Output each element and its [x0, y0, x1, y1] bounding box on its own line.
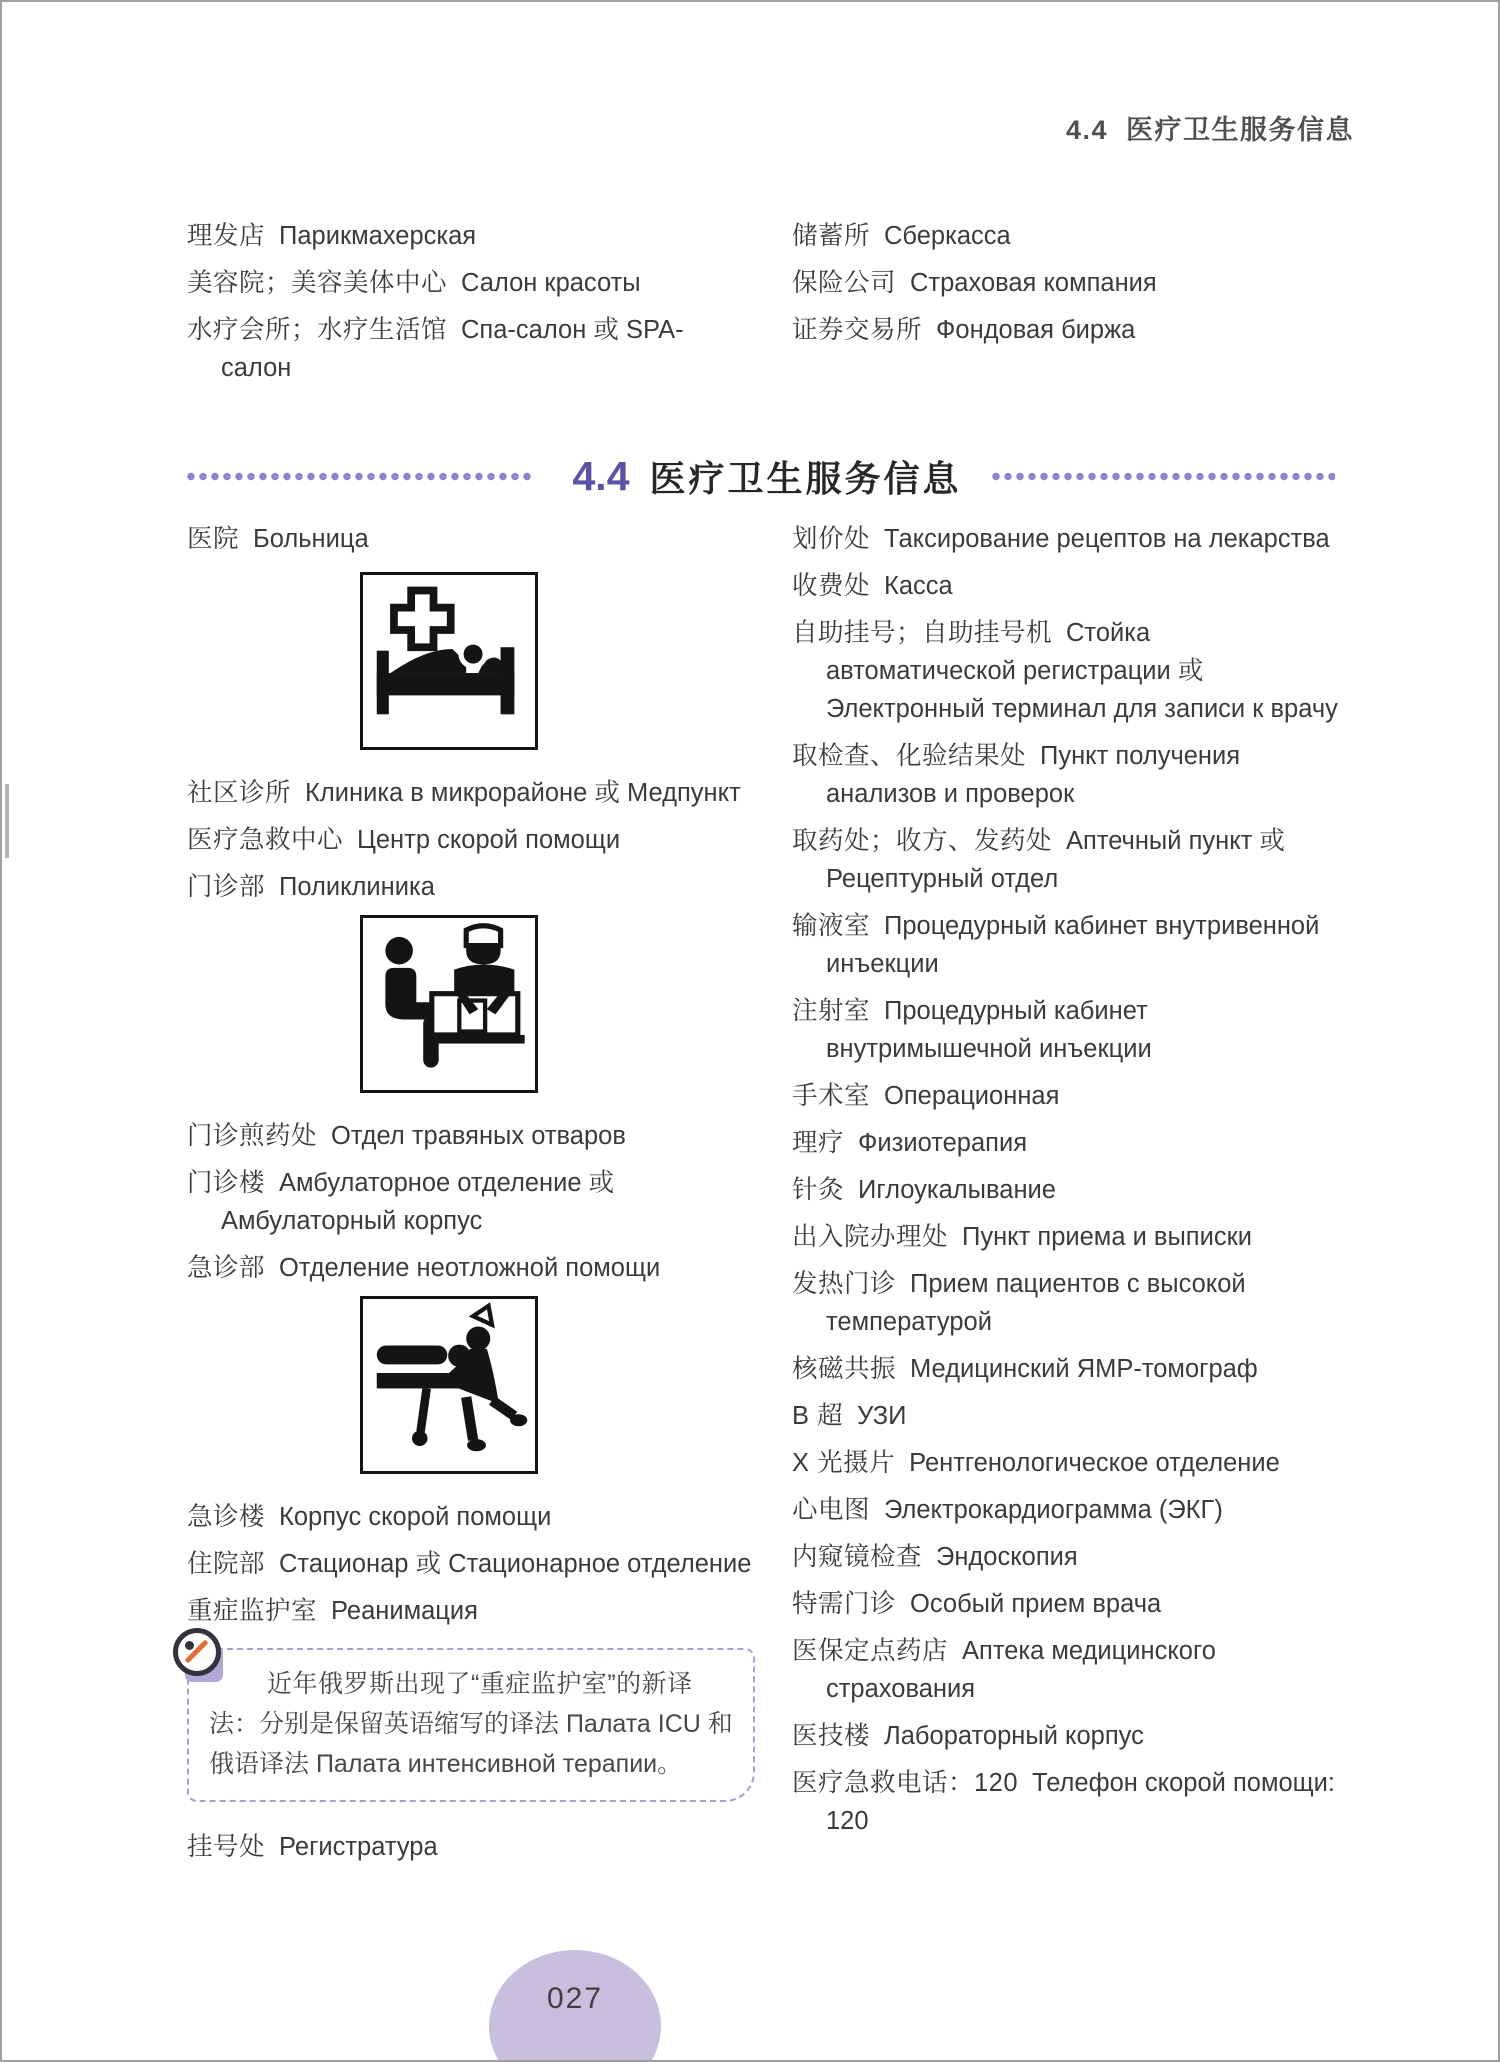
term-ru: Амбулаторное отделение 或 Амбулаторный корпус	[221, 1169, 615, 1235]
page-number: 027	[546, 1982, 604, 2015]
term-ru: Таксирование рецептов на лекарства	[884, 525, 1330, 553]
term-zh: 门诊楼	[187, 1169, 266, 1197]
term-ru: Касса	[884, 572, 953, 600]
term-zh: 划价处	[792, 525, 871, 553]
term-zh: 理发店	[187, 222, 266, 250]
term-ru: Спа-салон 或 SPA-салон	[221, 316, 684, 382]
term-zh: 自助挂号；自助挂号机	[792, 619, 1053, 647]
term-zh: 注射室	[792, 997, 871, 1025]
term-entry	[792, 1397, 1347, 1435]
term-ru: Прием пациентов с высокой температурой	[826, 1270, 1246, 1336]
term-entry	[187, 868, 772, 906]
term-entry	[792, 1764, 1347, 1840]
term-ru: Страховая компания	[910, 269, 1157, 297]
dotted-rule-right	[992, 472, 1336, 481]
term-zh: 收费处	[792, 572, 871, 600]
term-entry	[792, 1444, 1347, 1482]
term-ru: Реанимация	[331, 1597, 478, 1625]
hospital-bed-icon	[360, 572, 538, 750]
term-ru: Особый прием врача	[910, 1590, 1162, 1618]
term-zh: 理疗	[792, 1129, 845, 1157]
term-zh: 住院部	[187, 1550, 266, 1578]
note-text: 近年俄罗斯出现了“重症监护室”的新译法：分别是保留英语缩写的译法 Палата ICU 和俄语译法 Палата интенсивной терапии。	[209, 1670, 733, 1778]
term-entry	[792, 1218, 1347, 1256]
term-ru: Телефон скорой помощи: 120	[826, 1769, 1335, 1835]
main-left-column	[187, 520, 772, 1875]
term-ru: Стационар 或 Стационарное отделение	[279, 1550, 752, 1578]
term-zh: B 超	[792, 1402, 844, 1430]
term-entry	[792, 567, 1347, 605]
term-entry	[792, 1717, 1347, 1755]
term-zh: 出入院办理处	[792, 1223, 949, 1251]
term-entry	[792, 1538, 1347, 1576]
term-entry	[792, 217, 1357, 255]
term-ru: Центр скорой помощи	[357, 826, 621, 854]
term-zh: 门诊煎药处	[187, 1122, 318, 1150]
term-ru: Аптечный пункт 或 Рецептурный отдел	[826, 827, 1285, 893]
term-entry	[792, 1350, 1347, 1388]
term-entry	[792, 822, 1347, 898]
term-entry	[187, 1164, 772, 1240]
term-ru: Процедурный кабинет внутримышечной инъекции	[826, 997, 1152, 1063]
term-entry	[187, 1249, 772, 1287]
term-ru: Рентгенологическое отделение	[909, 1449, 1280, 1477]
term-entry	[187, 311, 752, 387]
term-zh: 挂号处	[187, 1833, 266, 1861]
term-zh: 取检查、化验结果处	[792, 742, 1027, 770]
top-right-column	[792, 217, 1357, 358]
term-ru: Операционная	[884, 1082, 1060, 1110]
term-ru: Эндоскопия	[936, 1543, 1078, 1571]
term-zh: X 光摄片	[792, 1449, 896, 1477]
term-ru: Регистратура	[279, 1833, 438, 1861]
page-number-bubble	[489, 1950, 661, 2062]
term-ru: УЗИ	[857, 1402, 907, 1430]
term-entry	[792, 1632, 1347, 1708]
term-entry	[187, 1498, 772, 1536]
term-zh: 门诊部	[187, 873, 266, 901]
term-entry	[792, 1585, 1347, 1623]
term-ru: Корпус скорой помощи	[279, 1503, 552, 1531]
term-entry	[792, 907, 1347, 983]
term-zh: 发热门诊	[792, 1270, 897, 1298]
term-entry	[187, 1592, 772, 1630]
term-zh: 取药处；收方、发药处	[792, 827, 1053, 855]
term-ru: Парикмахерская	[279, 222, 477, 250]
term-zh: 重症监护室	[187, 1597, 318, 1625]
term-zh: 医技楼	[792, 1722, 871, 1750]
term-zh: 针灸	[792, 1176, 845, 1204]
term-ru: Фондовая биржа	[936, 316, 1136, 344]
term-entry	[187, 774, 772, 812]
term-ru: Процедурный кабинет внутривенной инъекции	[826, 912, 1320, 978]
term-entry	[792, 264, 1357, 302]
term-entry	[187, 264, 752, 302]
term-ru: Электрокардиограмма (ЭКГ)	[884, 1496, 1223, 1524]
term-entry	[792, 311, 1357, 349]
term-ru: Больница	[253, 525, 369, 553]
term-entry	[187, 1117, 772, 1155]
section-title: 医疗卫生服务信息	[649, 457, 962, 499]
term-entry	[187, 821, 772, 859]
term-ru: Клиника в микрорайоне 或 Медпункт	[305, 779, 741, 807]
term-zh: 特需门诊	[792, 1590, 897, 1618]
term-zh: 水疗会所；水疗生活馆	[187, 316, 448, 344]
term-ru: Аптека медицинского страхования	[826, 1637, 1216, 1703]
term-ru: Отделение неотложной помощи	[279, 1254, 661, 1282]
term-zh: 核磁共振	[792, 1355, 897, 1383]
term-entry	[792, 520, 1347, 558]
dotted-rule-left	[187, 472, 531, 481]
section-number: 4.4	[572, 452, 630, 499]
term-zh: 医保定点药店	[792, 1637, 949, 1665]
term-entry	[187, 217, 752, 255]
main-right-column	[792, 520, 1347, 1849]
term-zh: 急诊楼	[187, 1503, 266, 1531]
term-zh: 手术室	[792, 1082, 871, 1110]
term-entry	[187, 520, 772, 558]
term-ru: Сберкасса	[884, 222, 1011, 250]
term-ru: Стойка автоматической регистрации 或 Электронный терминал для записи к врачу	[826, 619, 1338, 723]
term-zh: 证券交易所	[792, 316, 923, 344]
doctor-consultation-icon	[360, 915, 538, 1093]
term-ru: Лабораторный корпус	[884, 1722, 1144, 1750]
page-edge-mark	[5, 784, 9, 858]
emergency-stretcher-icon	[360, 1296, 538, 1474]
term-ru: Иглоукалывание	[858, 1176, 1056, 1204]
term-zh: 社区诊所	[187, 779, 292, 807]
term-zh: 储蓄所	[792, 222, 871, 250]
term-zh: 心电图	[792, 1496, 871, 1524]
term-entry	[792, 1265, 1347, 1341]
term-entry	[792, 614, 1347, 728]
term-entry	[187, 1828, 772, 1866]
translation-note-box	[187, 1648, 755, 1802]
term-zh: 保险公司	[792, 269, 897, 297]
term-ru: Медицинский ЯМР-томограф	[910, 1355, 1258, 1383]
term-entry	[792, 1491, 1347, 1529]
term-zh: 美容院；美容美体中心	[187, 269, 448, 297]
term-zh: 医疗急救电话：120	[792, 1769, 1019, 1797]
term-zh: 医院	[187, 525, 240, 553]
term-ru: Отдел травяных отваров	[331, 1122, 626, 1150]
term-ru: Поликлиника	[279, 873, 435, 901]
top-left-column	[187, 217, 752, 396]
term-ru: Физиотерапия	[858, 1129, 1028, 1157]
running-header: 4.4 医疗卫生服务信息	[1065, 115, 1354, 145]
term-entry	[792, 1077, 1347, 1115]
term-ru: Пункт получения анализов и проверок	[826, 742, 1241, 808]
term-zh: 内窥镜检查	[792, 1543, 923, 1571]
term-entry	[792, 992, 1347, 1068]
term-ru: Салон красоты	[461, 269, 641, 297]
term-entry	[792, 1124, 1347, 1162]
term-entry	[792, 737, 1347, 813]
term-entry	[792, 1171, 1347, 1209]
section-title-bar	[187, 448, 1335, 504]
term-zh: 输液室	[792, 912, 871, 940]
term-ru: Пункт приема и выписки	[962, 1223, 1253, 1251]
term-zh: 医疗急救中心	[187, 826, 344, 854]
compass-icon	[173, 1628, 231, 1686]
term-entry	[187, 1545, 772, 1583]
term-zh: 急诊部	[187, 1254, 266, 1282]
